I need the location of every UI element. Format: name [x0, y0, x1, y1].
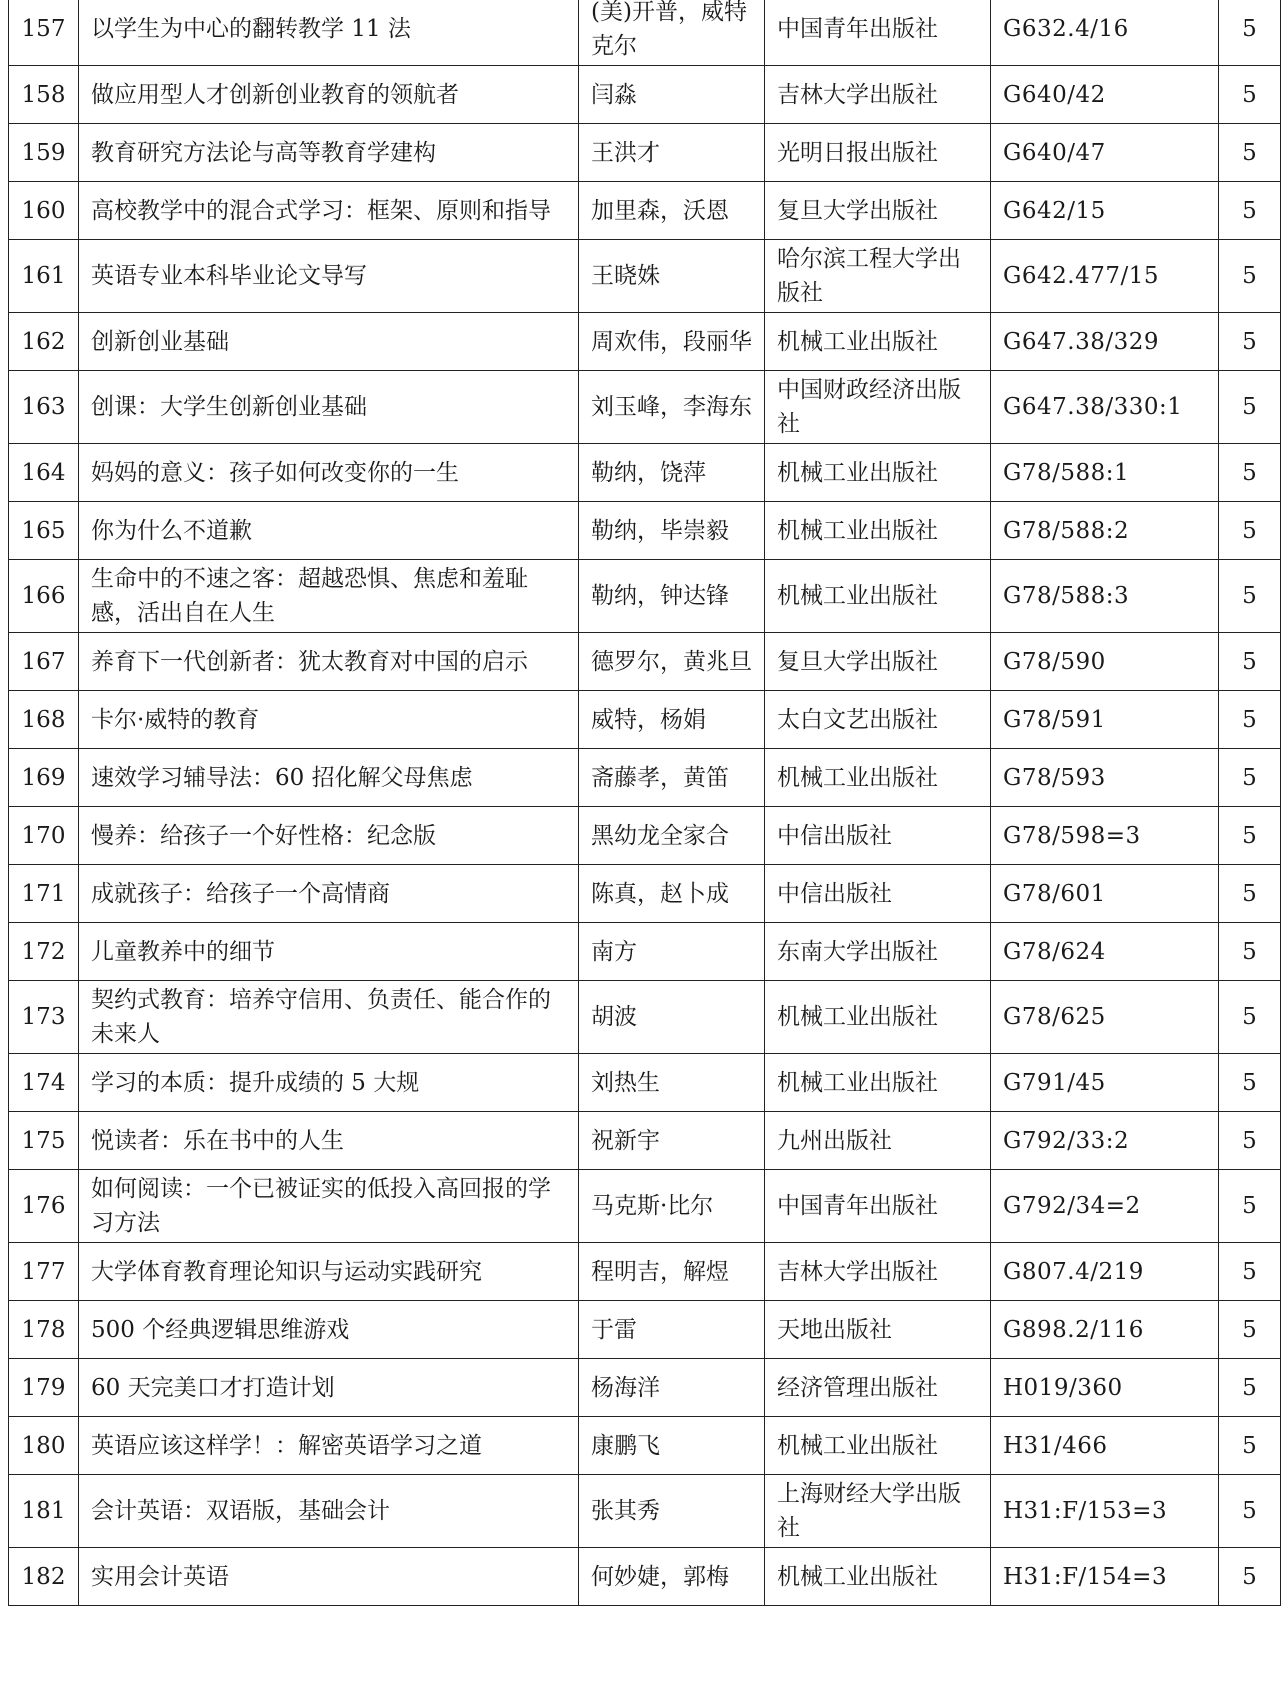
book-author: 王洪才	[579, 124, 765, 182]
row-number: 159	[9, 124, 79, 182]
call-number: G78/588:3	[991, 560, 1219, 633]
table-body	[9, 0, 1281, 1606]
table-row	[9, 865, 1281, 923]
row-number: 162	[9, 313, 79, 371]
book-publisher: 机械工业出版社	[765, 444, 991, 502]
table-row	[9, 444, 1281, 502]
row-number: 161	[9, 240, 79, 313]
row-number: 170	[9, 807, 79, 865]
book-publisher: 九州出版社	[765, 1112, 991, 1170]
book-author: 德罗尔，黄兆旦	[579, 633, 765, 691]
table-row	[9, 923, 1281, 981]
book-title: 教育研究方法论与高等教育学建构	[79, 124, 579, 182]
call-number: G640/47	[991, 124, 1219, 182]
copy-count: 5	[1219, 1301, 1281, 1359]
book-author: 南方	[579, 923, 765, 981]
call-number: H31/466	[991, 1417, 1219, 1475]
book-author: 王晓姝	[579, 240, 765, 313]
call-number: G78/624	[991, 923, 1219, 981]
book-publisher: 机械工业出版社	[765, 560, 991, 633]
row-number: 171	[9, 865, 79, 923]
book-publisher: 经济管理出版社	[765, 1359, 991, 1417]
row-number: 182	[9, 1548, 79, 1606]
book-publisher: 机械工业出版社	[765, 749, 991, 807]
copy-count: 5	[1219, 923, 1281, 981]
row-number: 176	[9, 1170, 79, 1243]
copy-count: 5	[1219, 633, 1281, 691]
book-title: 卡尔·威特的教育	[79, 691, 579, 749]
row-number: 166	[9, 560, 79, 633]
table-row	[9, 560, 1281, 633]
book-title: 悦读者：乐在书中的人生	[79, 1112, 579, 1170]
row-number: 169	[9, 749, 79, 807]
copy-count: 5	[1219, 240, 1281, 313]
row-number: 177	[9, 1243, 79, 1301]
book-title: 创课：大学生创新创业基础	[79, 371, 579, 444]
call-number: G642.477/15	[991, 240, 1219, 313]
row-number: 167	[9, 633, 79, 691]
book-author: 胡波	[579, 981, 765, 1054]
table-row	[9, 66, 1281, 124]
book-publisher: 机械工业出版社	[765, 981, 991, 1054]
book-publisher: 机械工业出版社	[765, 313, 991, 371]
book-title: 生命中的不速之客：超越恐惧、焦虑和羞耻感，活出自在人生	[79, 560, 579, 633]
book-title: 60 天完美口才打造计划	[79, 1359, 579, 1417]
book-title: 养育下一代创新者：犹太教育对中国的启示	[79, 633, 579, 691]
copy-count: 5	[1219, 0, 1281, 66]
row-number: 163	[9, 371, 79, 444]
row-number: 173	[9, 981, 79, 1054]
book-title: 速效学习辅导法：60 招化解父母焦虑	[79, 749, 579, 807]
call-number: H31:F/154=3	[991, 1548, 1219, 1606]
book-publisher: 机械工业出版社	[765, 1417, 991, 1475]
call-number: G898.2/116	[991, 1301, 1219, 1359]
book-author: 刘热生	[579, 1054, 765, 1112]
copy-count: 5	[1219, 1417, 1281, 1475]
book-author: 何妙婕，郭梅	[579, 1548, 765, 1606]
book-title: 做应用型人才创新创业教育的领航者	[79, 66, 579, 124]
table-row	[9, 124, 1281, 182]
row-number: 179	[9, 1359, 79, 1417]
book-title: 学习的本质：提升成绩的 5 大规	[79, 1054, 579, 1112]
row-number: 180	[9, 1417, 79, 1475]
book-author: 杨海洋	[579, 1359, 765, 1417]
call-number: H019/360	[991, 1359, 1219, 1417]
row-number: 165	[9, 502, 79, 560]
table-row	[9, 1170, 1281, 1243]
row-number: 172	[9, 923, 79, 981]
row-number: 158	[9, 66, 79, 124]
call-number: H31:F/153=3	[991, 1475, 1219, 1548]
table-row	[9, 1054, 1281, 1112]
book-publisher: 吉林大学出版社	[765, 66, 991, 124]
book-publisher: 复旦大学出版社	[765, 182, 991, 240]
row-number: 160	[9, 182, 79, 240]
book-publisher: 天地出版社	[765, 1301, 991, 1359]
copy-count: 5	[1219, 1359, 1281, 1417]
book-title: 成就孩子：给孩子一个高情商	[79, 865, 579, 923]
table-row	[9, 691, 1281, 749]
row-number: 164	[9, 444, 79, 502]
call-number: G78/601	[991, 865, 1219, 923]
copy-count: 5	[1219, 313, 1281, 371]
book-author: 马克斯·比尔	[579, 1170, 765, 1243]
copy-count: 5	[1219, 502, 1281, 560]
row-number: 168	[9, 691, 79, 749]
copy-count: 5	[1219, 749, 1281, 807]
row-number: 178	[9, 1301, 79, 1359]
table-row	[9, 0, 1281, 66]
table-row	[9, 807, 1281, 865]
row-number: 181	[9, 1475, 79, 1548]
copy-count: 5	[1219, 691, 1281, 749]
table-row	[9, 749, 1281, 807]
book-author: 加里森，沃恩	[579, 182, 765, 240]
book-author: 陈真，赵卜成	[579, 865, 765, 923]
book-author: 张其秀	[579, 1475, 765, 1548]
call-number: G78/590	[991, 633, 1219, 691]
copy-count: 5	[1219, 124, 1281, 182]
call-number: G78/591	[991, 691, 1219, 749]
table-row	[9, 240, 1281, 313]
call-number: G807.4/219	[991, 1243, 1219, 1301]
copy-count: 5	[1219, 182, 1281, 240]
book-title: 英语应该这样学！：解密英语学习之道	[79, 1417, 579, 1475]
row-number: 175	[9, 1112, 79, 1170]
call-number: G78/625	[991, 981, 1219, 1054]
table-row	[9, 633, 1281, 691]
book-title: 契约式教育：培养守信用、负责任、能合作的未来人	[79, 981, 579, 1054]
call-number: G647.38/329	[991, 313, 1219, 371]
call-number: G78/588:1	[991, 444, 1219, 502]
call-number: G792/33:2	[991, 1112, 1219, 1170]
book-author: 程明吉，解煜	[579, 1243, 765, 1301]
table-row	[9, 313, 1281, 371]
book-title: 慢养：给孩子一个好性格：纪念版	[79, 807, 579, 865]
book-author: 勒纳，饶萍	[579, 444, 765, 502]
book-publisher: 中信出版社	[765, 865, 991, 923]
book-publisher: 太白文艺出版社	[765, 691, 991, 749]
copy-count: 5	[1219, 1112, 1281, 1170]
book-author: 康鹏飞	[579, 1417, 765, 1475]
call-number: G78/598=3	[991, 807, 1219, 865]
copy-count: 5	[1219, 1548, 1281, 1606]
book-list-table	[8, 0, 1281, 1606]
book-author: 刘玉峰，李海东	[579, 371, 765, 444]
copy-count: 5	[1219, 1170, 1281, 1243]
book-title: 英语专业本科毕业论文导写	[79, 240, 579, 313]
book-author: 于雷	[579, 1301, 765, 1359]
book-author: 斋藤孝，黄笛	[579, 749, 765, 807]
call-number: G78/588:2	[991, 502, 1219, 560]
book-title: 高校教学中的混合式学习：框架、原则和指导	[79, 182, 579, 240]
copy-count: 5	[1219, 981, 1281, 1054]
book-publisher: 哈尔滨工程大学出版社	[765, 240, 991, 313]
table-row	[9, 1243, 1281, 1301]
book-author: (美)开普，威特克尔	[579, 0, 765, 66]
book-publisher: 中信出版社	[765, 807, 991, 865]
call-number: G632.4/16	[991, 0, 1219, 66]
copy-count: 5	[1219, 1243, 1281, 1301]
table-row	[9, 1475, 1281, 1548]
table-row	[9, 371, 1281, 444]
book-publisher: 机械工业出版社	[765, 502, 991, 560]
book-publisher: 机械工业出版社	[765, 1548, 991, 1606]
book-author: 周欢伟，段丽华	[579, 313, 765, 371]
book-author: 黑幼龙全家合	[579, 807, 765, 865]
call-number: G647.38/330:1	[991, 371, 1219, 444]
book-author: 勒纳，毕崇毅	[579, 502, 765, 560]
copy-count: 5	[1219, 1475, 1281, 1548]
book-publisher: 中国青年出版社	[765, 1170, 991, 1243]
book-publisher: 东南大学出版社	[765, 923, 991, 981]
table-row	[9, 981, 1281, 1054]
book-publisher: 中国财政经济出版社	[765, 371, 991, 444]
call-number: G642/15	[991, 182, 1219, 240]
table-row	[9, 1112, 1281, 1170]
table-row	[9, 182, 1281, 240]
call-number: G791/45	[991, 1054, 1219, 1112]
call-number: G78/593	[991, 749, 1219, 807]
copy-count: 5	[1219, 560, 1281, 633]
book-title: 妈妈的意义：孩子如何改变你的一生	[79, 444, 579, 502]
call-number: G792/34=2	[991, 1170, 1219, 1243]
table-row	[9, 1301, 1281, 1359]
book-publisher: 吉林大学出版社	[765, 1243, 991, 1301]
book-title: 创新创业基础	[79, 313, 579, 371]
book-title: 你为什么不道歉	[79, 502, 579, 560]
copy-count: 5	[1219, 371, 1281, 444]
book-publisher: 上海财经大学出版社	[765, 1475, 991, 1548]
book-title: 以学生为中心的翻转教学 11 法	[79, 0, 579, 66]
copy-count: 5	[1219, 865, 1281, 923]
book-author: 祝新宇	[579, 1112, 765, 1170]
copy-count: 5	[1219, 1054, 1281, 1112]
book-author: 勒纳，钟达锋	[579, 560, 765, 633]
call-number: G640/42	[991, 66, 1219, 124]
table-row	[9, 1417, 1281, 1475]
book-list-page	[8, 0, 1280, 1606]
copy-count: 5	[1219, 807, 1281, 865]
book-publisher: 机械工业出版社	[765, 1054, 991, 1112]
book-title: 实用会计英语	[79, 1548, 579, 1606]
book-title: 会计英语：双语版，基础会计	[79, 1475, 579, 1548]
copy-count: 5	[1219, 66, 1281, 124]
table-row	[9, 1548, 1281, 1606]
row-number: 174	[9, 1054, 79, 1112]
book-title: 儿童教养中的细节	[79, 923, 579, 981]
book-author: 闫淼	[579, 66, 765, 124]
row-number: 157	[9, 0, 79, 66]
book-title: 大学体育教育理论知识与运动实践研究	[79, 1243, 579, 1301]
table-row	[9, 1359, 1281, 1417]
book-publisher: 中国青年出版社	[765, 0, 991, 66]
book-title: 如何阅读：一个已被证实的低投入高回报的学习方法	[79, 1170, 579, 1243]
table-row	[9, 502, 1281, 560]
book-author: 威特，杨娟	[579, 691, 765, 749]
book-publisher: 复旦大学出版社	[765, 633, 991, 691]
book-publisher: 光明日报出版社	[765, 124, 991, 182]
book-title: 500 个经典逻辑思维游戏	[79, 1301, 579, 1359]
copy-count: 5	[1219, 444, 1281, 502]
